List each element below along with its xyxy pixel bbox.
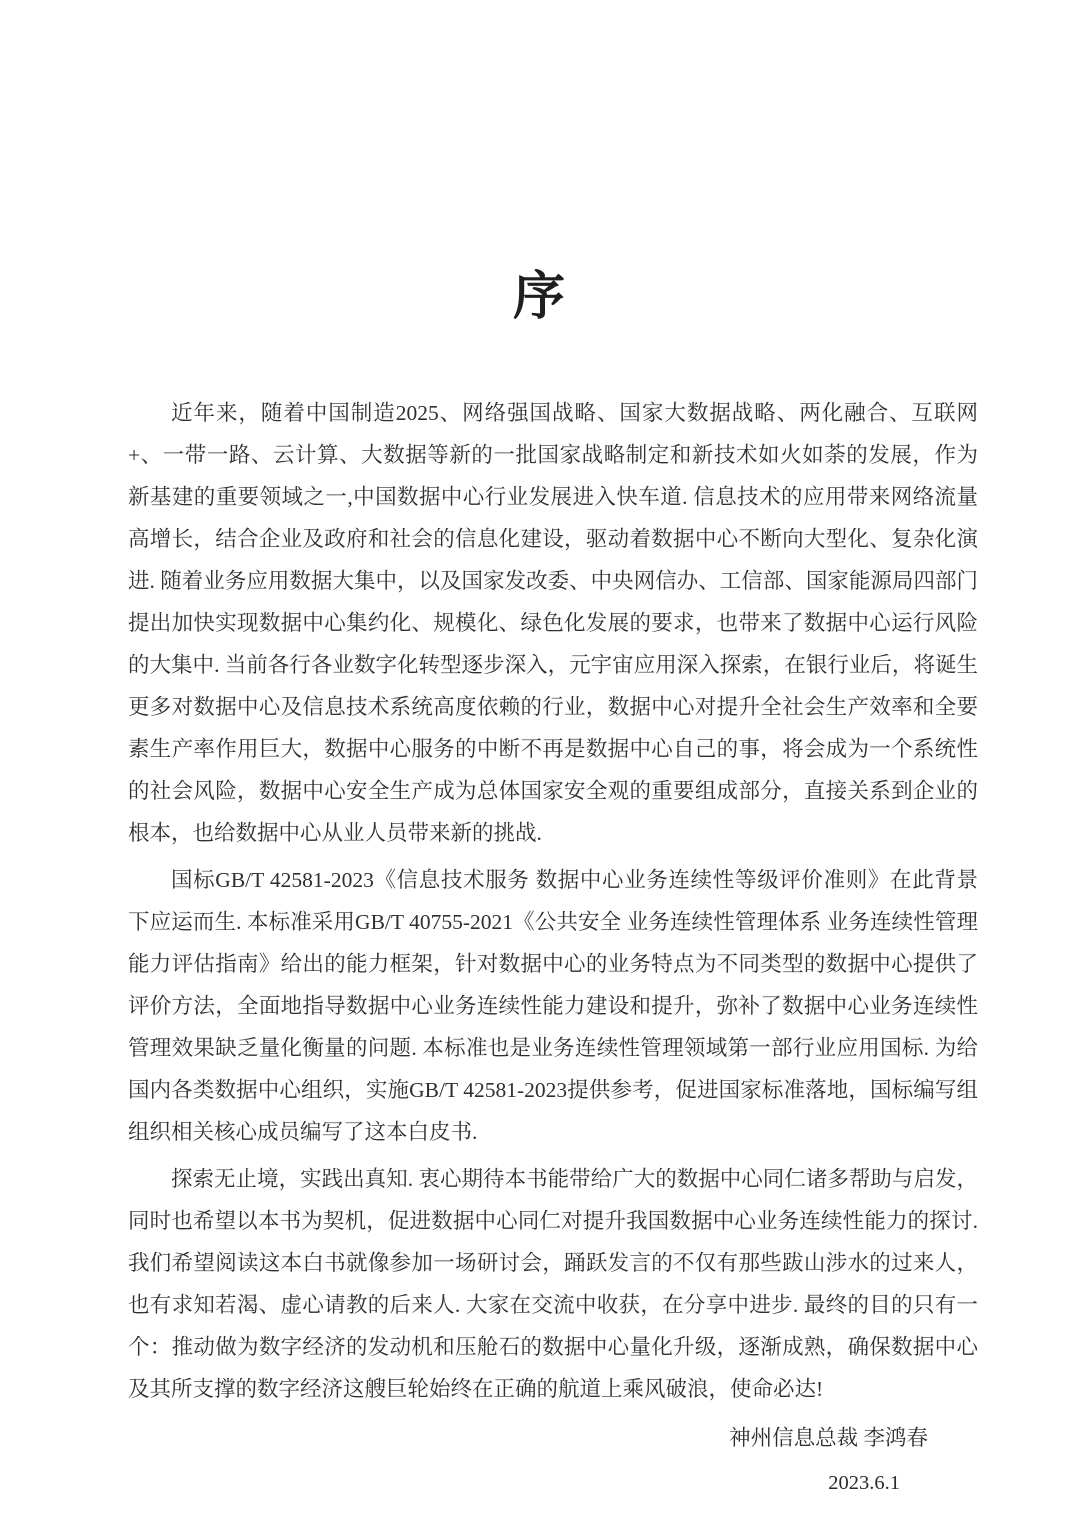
preface-paragraph-3: 探索无止境，实践出真知. 衷心期待本书能带给广大的数据中心同仁诸多帮助与启发，同时也希望以本书为契机，促进数据中心同仁对提升我国数据中心业务连续性能力的探讨. 我们希望阅读这本白书就像参加一场研讨会，踊跃发言的不仅有那些跋山涉水的过来人，也有求知若渴、虚心请教的后来人. 大家在交流中收获，在分享中进步. 最终的目的只有一个：推动做为数字经济的发动机和压舱石的数据中心量化升级，逐渐成熟，确保数据中心及其所支撑的数字经济这艘巨轮始终在正确的航道上乘风破浪，使命必达!: [128, 1167, 978, 1401]
page-title: 序: [512, 269, 567, 326]
preface-paragraph-1: 近年来，随着中国制造2025、网络强国战略、国家大数据战略、两化融合、互联网+、一带一路、云计算、大数据等新的一批国家战略制定和新技术如火如荼的发展，作为新基建的重要领域之一,中国数据中心行业发展进入快车道. 信息技术的应用带来网络流量高增长，结合企业及政府和社会的信息化建设，驱动着数据中心不断向大型化、复杂化演进. 随着业务应用数据大集中，以及国家发改委、中央网信办、工信部、国家能源局四部门提出加快实现数据中心集约化、规模化、绿色化发展的要求，也带来了数据中心运行风险的大集中. 当前各行各业数字化转型逐步深入，元宇宙应用深入探索，在银行业后，将诞生更多对数据中心及信息技术系统高度依赖的行业，数据中心对提升全社会生产效率和全要素生产率作用巨大，数据中心服务的中断不再是数据中心自己的事，将会成为一个系统性的社会风险，数据中心安全生产成为总体国家安全观的重要组成部分，直接关系到企业的根本，也给数据中心从业人员带来新的挑战.: [128, 401, 978, 845]
preface-body: [128, 392, 978, 1505]
signature-author: 神州信息总裁 李鸿春: [729, 1426, 928, 1450]
preface-paragraph-2: 国标GB/T 42581-2023《信息技术服务 数据中心业务连续性等级评价准则》在此背景下应运而生. 本标准采用GB/T 40755-2021《公共安全 业务连续性管理体系 业务连续性管理能力评估指南》给出的能力框架，针对数据中心的业务特点为不同类型的数据中心提供了评价方法，全面地指导数据中心业务连续性能力建设和提升，弥补了数据中心业务连续性管理效果缺乏量化衡量的问题. 本标准也是业务连续性管理领域第一部行业应用国标. 为给国内各类数据中心组织，实施GB/T 42581-2023提供参考，促进国家标准落地，国标编写组组织相关核心成员编写了这本白皮书.: [128, 868, 978, 1144]
signature-date: 2023.6.1: [828, 1472, 900, 1494]
signature-block: [128, 1415, 978, 1505]
